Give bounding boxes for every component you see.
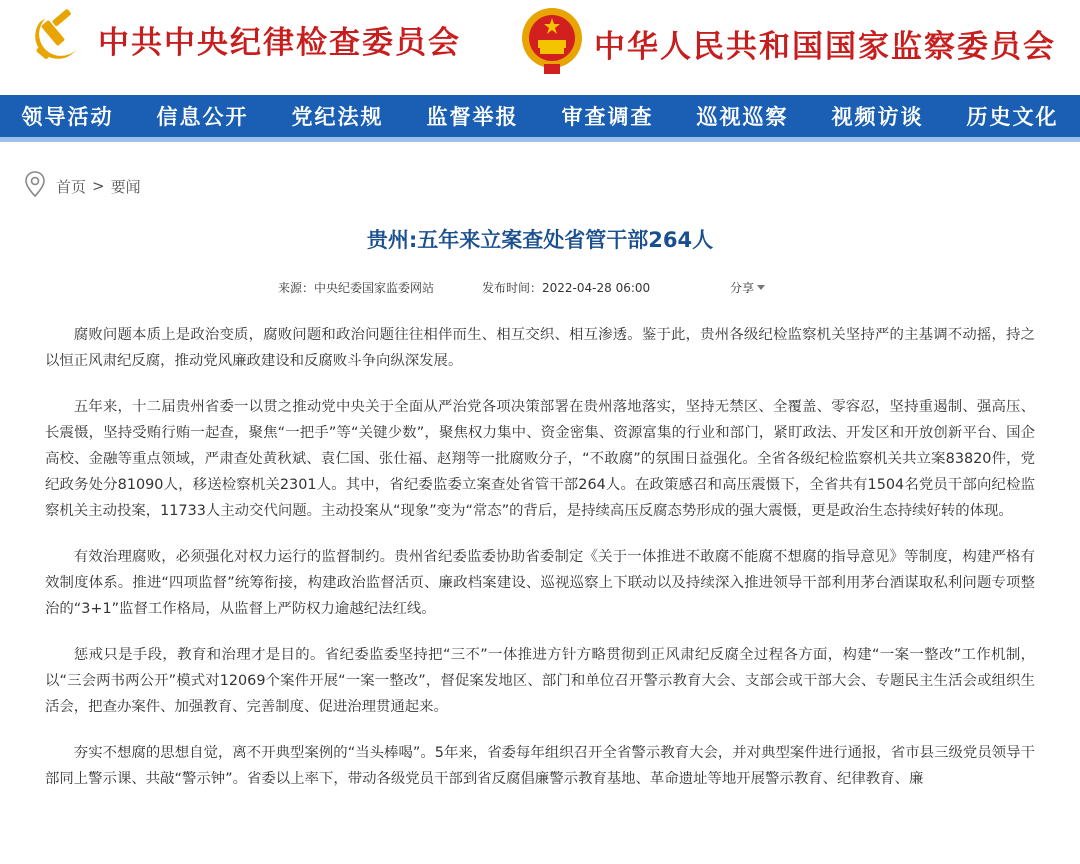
article-time <box>482 279 650 296</box>
article-paragraph: 夯实不想腐的思想自觉，离不开典型案例的“当头棒喝”。5年来，省委每年组织召开全省警示教育大会，并对典型案件进行通报，省市县三级党员领导干部同上警示课、共敲“警示钟”。省委以上率下，带动各级党员干部到省反腐倡廉警示教育基地、革命遗址等地开展警示教育、纪律教育、廉 <box>45 745 1035 787</box>
nav-item-inspection[interactable]: 巡视巡察 <box>696 104 789 129</box>
main-nav <box>0 95 1080 142</box>
time-value: 2022-04-28 06:00 <box>542 281 651 295</box>
article-paragraph: 五年来，十二届贵州省委一以贯之推动党中央关于全面从严治党各项决策部署在贵州落地落实，坚持无禁区、全覆盖、零容忍，坚持重遏制、强高压、长震慑，坚持受贿行贿一起查，聚焦“一把手”等“关键少数”，聚焦权力集中、资金密集、资源富集的行业和部门，紧盯政法、开发区和开放创新平台、国企高校、金融等重点领域，严肃查处黄秋斌、袁仁国、张仕福、赵翔等一批腐败分子，“不敢腐”的氛围日益强化。全省各级纪检监察机关共立案83820件，党纪政务处分81090人，移送检察机关2301人。其中，省纪委监委立案查处省管干部264人。在政策感召和高压震慑下，全省共有1504名党员干部向纪检监察机关主动投案，11733人主动交代问题。主动投案从“现象”变为“常态”的背后，是持续高压反腐态势形成的强大震慑，更是政治生态持续好转的体现。 <box>45 399 1035 519</box>
share-label: 分享 <box>730 281 755 295</box>
ccdi-title: 中共中央纪律检查委员会 <box>98 24 461 61</box>
breadcrumb-home[interactable]: 首页 <box>56 177 87 196</box>
nav-item-leadership[interactable]: 领导活动 <box>21 104 114 129</box>
party-emblem-icon <box>26 6 88 72</box>
breadcrumb <box>24 170 141 202</box>
article-meta <box>0 279 1080 299</box>
site-header <box>0 0 1080 95</box>
article-paragraph: 有效治理腐败，必须强化对权力运行的监督制约。贵州省纪委监委协助省委制定《关于一体推进不敢腐不能腐不想腐的指导意见》等制度，构建严格有效制度体系。推进“四项监督”统筹衔接，构建政治监督活页、廉政档案建设、巡视巡察上下联动以及持续深入推进领导干部利用茅台酒谋取私利问题专项整治的“3+1”监督工作格局，从监督上严防权力逾越纪法红线。 <box>45 549 1035 617</box>
article-paragraph: 惩戒只是手段，教育和治理才是目的。省纪委监委坚持把“三不”一体推进方针方略贯彻到正风肃纪反腐全过程各方面，构建“一案一整改”工作机制，以“三会两书两公开”模式对12069个案件开展“一案一整改”，督促案发地区、部门和单位召开警示教育大会、支部会或干部大会、专题民主生活会或组织生活会，把查办案件、加强教育、完善制度、促进治理贯通起来。 <box>45 647 1035 715</box>
article-paragraph: 腐败问题本质上是政治变质，腐败问题和政治问题往往相伴而生、相互交织、相互渗透。鉴于此，贵州各级纪检监察机关坚持严的主基调不动摇，持之以恒正风肃纪反腐，推动党风廉政建设和反腐败斗争向纵深发展。 <box>45 327 1035 369</box>
nav-item-regulations[interactable]: 党纪法规 <box>291 104 384 129</box>
nav-item-investigation[interactable]: 审查调查 <box>561 104 654 129</box>
location-pin-icon <box>24 170 46 202</box>
caret-down-icon <box>757 285 765 290</box>
national-emblem-icon <box>520 6 584 80</box>
nav-item-video[interactable]: 视频访谈 <box>831 104 924 129</box>
nav-item-info-disclosure[interactable]: 信息公开 <box>156 104 249 129</box>
article-title: 贵州:五年来立案查处省管干部264人 <box>366 228 714 252</box>
nav-item-history[interactable]: 历史文化 <box>966 104 1059 129</box>
nav-item-report[interactable]: 监督举报 <box>426 104 519 129</box>
breadcrumb-section[interactable]: 要闻 <box>110 177 141 196</box>
article-body <box>45 322 1035 812</box>
nsc-title: 中华人民共和国国家监察委员会 <box>594 28 1056 65</box>
time-label: 发布时间： <box>482 281 543 295</box>
nsc-brand[interactable] <box>520 6 1056 80</box>
breadcrumb-separator: > <box>92 177 105 195</box>
source-value: 中央纪委国家监委网站 <box>314 281 435 295</box>
article-source <box>278 279 434 296</box>
share-button[interactable] <box>730 279 765 296</box>
cpc-ccdi-brand[interactable] <box>26 6 461 72</box>
source-label: 来源： <box>278 281 315 295</box>
